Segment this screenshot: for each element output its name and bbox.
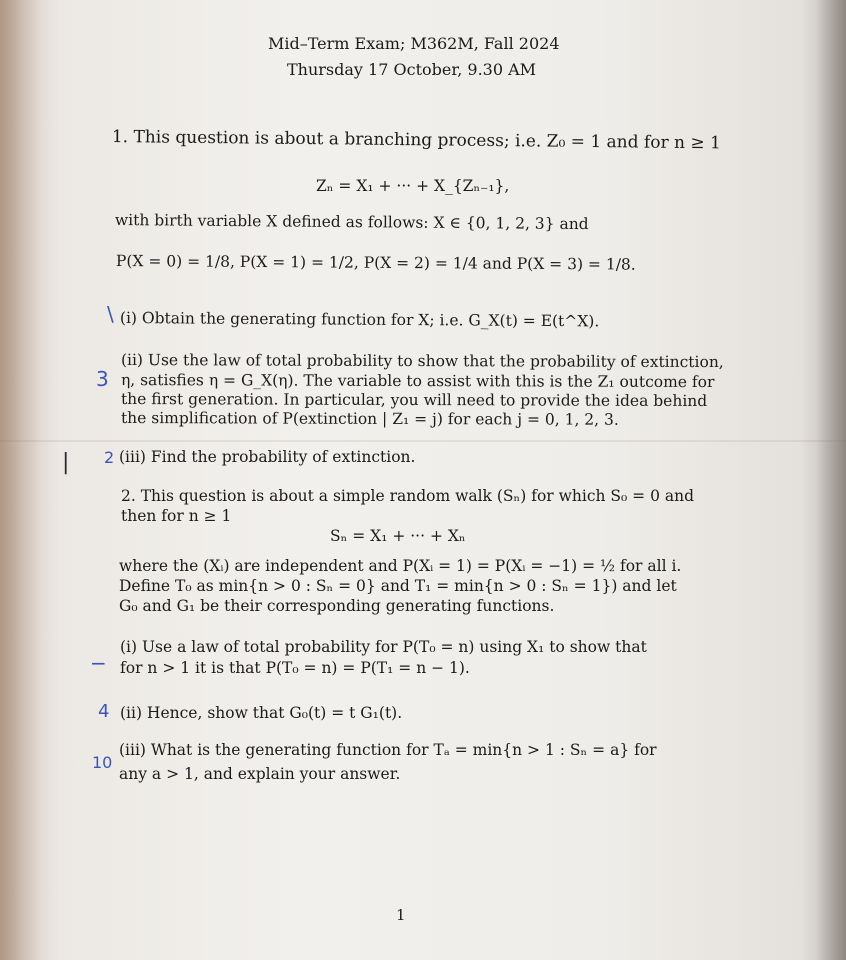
q2-part-iii-line1: (iii) What is the generating function for Tₐ = min{n > 1 : Sₙ = a} for: [119, 741, 657, 759]
q2-part-iii-line2: any a > 1, and explain your answer.: [119, 765, 401, 783]
exam-date: Thursday 17 October, 9.30 AM: [287, 60, 537, 79]
q1-formula: Zₙ = X₁ + ··· + X_{Zₙ₋₁},: [316, 177, 510, 195]
right-shadow: [816, 0, 846, 960]
q2-part-i-line2: for n > 1 it is that P(T₀ = n) = P(T₁ = n − 1).: [120, 659, 470, 677]
q2-part-i-line1: (i) Use a law of total probability for P(T₀ = n) using X₁ to show that: [120, 638, 647, 656]
q1-intro: 1. This question is about a branching process; i.e. Z₀ = 1 and for n ≥ 1: [111, 127, 721, 154]
q1-part-ii-line1: (ii) Use the law of total probability to show that the probability of extinction,: [120, 351, 724, 372]
mark-q1ii: 3: [96, 367, 109, 391]
exam-title: Mid–Term Exam; M362M, Fall 2024: [268, 34, 560, 53]
q2-where-line1: where the (Xᵢ) are independent and P(Xᵢ = 1) = P(Xᵢ = −1) = ½ for all i.: [119, 557, 682, 575]
q2-intro-line1: 2. This question is about a simple random walk (Sₙ) for which S₀ = 0 and: [121, 487, 695, 505]
mark-q1i: \: [107, 302, 114, 326]
q2-where-line3: G₀ and G₁ be their corresponding generating functions.: [119, 597, 555, 615]
mark-q1iii-left: |: [62, 450, 70, 475]
q1-part-iii: (iii) Find the probability of extinction.: [119, 448, 416, 466]
mark-q2iii: 10: [92, 753, 113, 772]
paper-fold: [0, 440, 846, 442]
q1-part-ii-line4: the simplification of P(extinction | Z₁ = j) for each j = 0, 1, 2, 3.: [120, 409, 619, 429]
q2-where-line2: Define T₀ as min{n > 0 : Sₙ = 0} and T₁ = min{n > 0 : Sₙ = 1}) and let: [119, 577, 677, 595]
q2-intro-line2: then for n ≥ 1: [121, 507, 232, 525]
left-shadow: [0, 0, 40, 960]
mark-q1iii: 2: [104, 448, 115, 467]
mark-q2i: −: [90, 651, 107, 675]
page-number: 1: [396, 906, 406, 924]
q1-birth-variable: with birth variable X defined as follows: X ∈ {0, 1, 2, 3} and: [114, 210, 589, 234]
q2-formula: Sₙ = X₁ + ··· + Xₙ: [330, 527, 466, 545]
q1-part-ii-line2: η, satisfies η = G_X(η). The variable to assist with this is the Z₁ outcome for: [120, 371, 715, 392]
q1-probabilities: P(X = 0) = 1/8, P(X = 1) = 1/2, P(X = 2) = 1/4 and P(X = 3) = 1/8.: [115, 251, 636, 274]
q1-part-ii-line3: the first generation. In particular, you will need to provide the idea behind: [120, 390, 708, 411]
mark-q2ii: 4: [98, 701, 110, 722]
q1-part-i: (i) Obtain the generating function for X; i.e. G_X(t) = E(t^X).: [119, 308, 600, 331]
q2-part-ii: (ii) Hence, show that G₀(t) = t G₁(t).: [120, 704, 403, 722]
